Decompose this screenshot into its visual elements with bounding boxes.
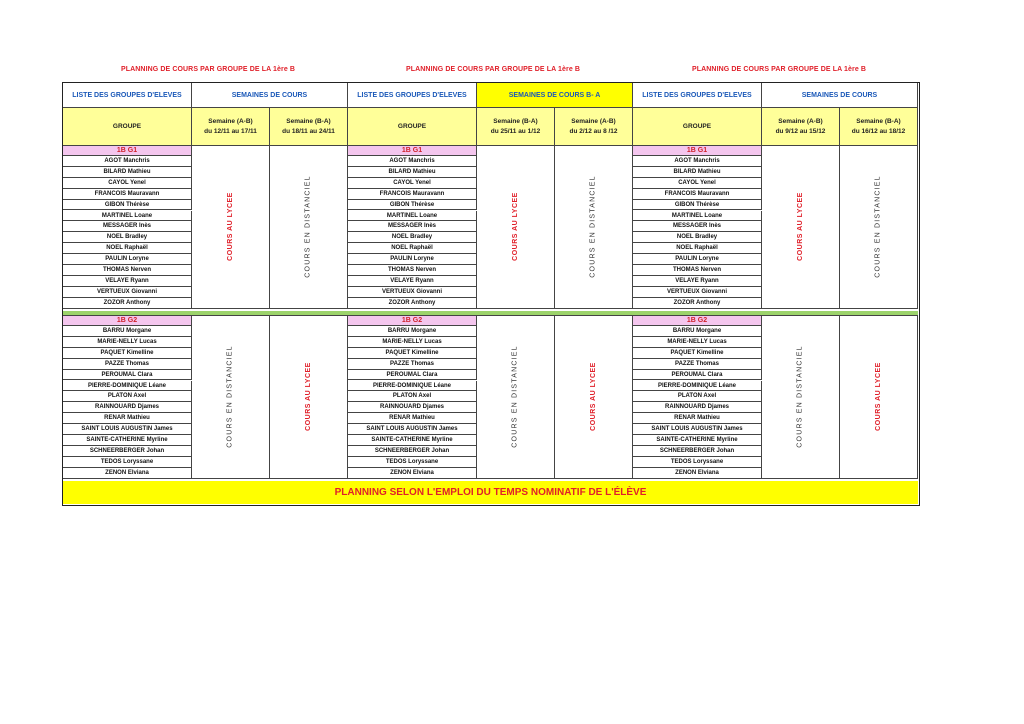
student-name: RENAR Mathieu xyxy=(633,413,762,424)
week2-status-g2 xyxy=(840,316,918,479)
student-name: PIERRE-DOMINIQUE Léane xyxy=(633,381,762,392)
week-header-1 xyxy=(192,108,270,146)
student-name: MARIE-NELLY Lucas xyxy=(63,337,192,348)
student-name: AGOT Manchris xyxy=(348,156,477,167)
student-name: MARTINEL Loane xyxy=(63,211,192,222)
student-name: RENAR Mathieu xyxy=(63,413,192,424)
student-name: MARTINEL Loane xyxy=(633,211,762,222)
group-label: 1B G2 xyxy=(633,316,762,326)
footer-banner: PLANNING SELON L'EMPLOI DU TEMPS NOMINATIF DE L'ÉLÈVE xyxy=(63,481,918,504)
page-title-2: PLANNING DE COURS PAR GROUPE DE LA 1ère B xyxy=(405,66,581,73)
student-name: PIERRE-DOMINIQUE Léane xyxy=(63,381,192,392)
student-name: VELAYE Ryann xyxy=(633,276,762,287)
status-text: COURS AU LYCEE xyxy=(590,362,597,432)
group-label: 1B G1 xyxy=(633,146,762,156)
week-header-2 xyxy=(270,108,348,146)
student-name: NOEL Raphaël xyxy=(63,243,192,254)
student-name: MARIE-NELLY Lucas xyxy=(633,337,762,348)
week-label: Semaine (B-A) xyxy=(286,117,331,125)
student-name: BILARD Mathieu xyxy=(348,167,477,178)
weeks-header: SEMAINES DE COURS xyxy=(762,83,918,108)
student-name: BILARD Mathieu xyxy=(633,167,762,178)
week-label: Semaine (A-B) xyxy=(208,117,253,125)
student-name: NOEL Raphaël xyxy=(633,243,762,254)
status-text: COURS AU LYCEE xyxy=(512,192,519,262)
student-name: NOEL Raphaël xyxy=(348,243,477,254)
group-column-header: GROUPE xyxy=(63,108,192,146)
student-name: ZOZOR Anthony xyxy=(348,298,477,309)
week-label: Semaine (A-B) xyxy=(571,117,616,125)
week-dates: du 18/11 au 24/11 xyxy=(282,127,335,135)
week-label: Semaine (B-A) xyxy=(856,117,901,125)
week1-status-g1 xyxy=(762,146,840,309)
student-name: NOEL Bradley xyxy=(633,232,762,243)
student-name: PIERRE-DOMINIQUE Léane xyxy=(348,381,477,392)
schedule-block-2 xyxy=(348,83,633,481)
list-header: LISTE DES GROUPES D'ELEVES xyxy=(63,83,192,108)
student-name: SAINTE-CATHERINE Myrline xyxy=(348,435,477,446)
student-name: PAZZE Thomas xyxy=(633,359,762,370)
week-dates: du 2/12 au 8 /12 xyxy=(569,127,618,135)
student-name: PEROUMAL Clara xyxy=(633,370,762,381)
week-header-2 xyxy=(555,108,633,146)
week2-status-g2 xyxy=(270,316,348,479)
student-name: ZENON Elviana xyxy=(63,468,192,479)
student-name: SAINTE-CATHERINE Myrline xyxy=(63,435,192,446)
student-name: BILARD Mathieu xyxy=(63,167,192,178)
student-name: TEDOS Loryssane xyxy=(348,457,477,468)
student-name: ZOZOR Anthony xyxy=(63,298,192,309)
page-title-1: PLANNING DE COURS PAR GROUPE DE LA 1ère B xyxy=(120,66,296,73)
planning-table xyxy=(62,82,920,506)
group-label: 1B G2 xyxy=(63,316,192,326)
week1-status-g1 xyxy=(477,146,555,309)
student-name: PLATON Axel xyxy=(63,391,192,402)
student-name: SAINT LOUIS AUGUSTIN James xyxy=(633,424,762,435)
student-name: MESSAGER Inès xyxy=(633,221,762,232)
student-name: BARRU Morgane xyxy=(348,326,477,337)
student-name: BARRU Morgane xyxy=(633,326,762,337)
student-name: MARTINEL Loane xyxy=(348,211,477,222)
week-dates: du 12/11 au 17/11 xyxy=(204,127,257,135)
student-name: PEROUMAL Clara xyxy=(63,370,192,381)
student-name: AGOT Manchris xyxy=(63,156,192,167)
student-name: SAINT LOUIS AUGUSTIN James xyxy=(63,424,192,435)
student-name: PAQUET Kimelline xyxy=(63,348,192,359)
week-header-1 xyxy=(477,108,555,146)
student-name: MESSAGER Inès xyxy=(348,221,477,232)
student-name: SCHNEERBERGER Johan xyxy=(63,446,192,457)
student-name: PAULIN Loryne xyxy=(63,254,192,265)
weeks-header: SEMAINES DE COURS B- A xyxy=(477,83,633,108)
week2-status-g1 xyxy=(840,146,918,309)
group-column-header: GROUPE xyxy=(348,108,477,146)
list-header: LISTE DES GROUPES D'ELEVES xyxy=(633,83,762,108)
student-name: SCHNEERBERGER Johan xyxy=(633,446,762,457)
student-name: FRANCOIS Mauravann xyxy=(633,189,762,200)
week-header-1 xyxy=(762,108,840,146)
group-label: 1B G1 xyxy=(348,146,477,156)
week-dates: du 9/12 au 15/12 xyxy=(775,127,826,135)
student-name: CAYOL Yenel xyxy=(633,178,762,189)
student-name: AGOT Manchris xyxy=(633,156,762,167)
student-name: SCHNEERBERGER Johan xyxy=(348,446,477,457)
student-name: THOMAS Nerven xyxy=(348,265,477,276)
student-name: PLATON Axel xyxy=(348,391,477,402)
student-name: BARRU Morgane xyxy=(63,326,192,337)
student-name: VERTUEUX Giovanni xyxy=(63,287,192,298)
student-name: CAYOL Yenel xyxy=(63,178,192,189)
student-name: PAQUET Kimelline xyxy=(633,348,762,359)
weeks-header: SEMAINES DE COURS xyxy=(192,83,348,108)
student-name: GIBON Thérèse xyxy=(63,200,192,211)
status-text: COURS AU LYCEE xyxy=(875,362,882,432)
student-name: ZOZOR Anthony xyxy=(633,298,762,309)
student-name: PEROUMAL Clara xyxy=(348,370,477,381)
student-name: THOMAS Nerven xyxy=(633,265,762,276)
group-column-header: GROUPE xyxy=(633,108,762,146)
student-name: PAZZE Thomas xyxy=(63,359,192,370)
student-name: ZENON Elviana xyxy=(633,468,762,479)
student-name: NOEL Bradley xyxy=(348,232,477,243)
student-name: MESSAGER Inès xyxy=(63,221,192,232)
status-text: COURS EN DISTANCIEL xyxy=(875,175,882,278)
week-dates: du 25/11 au 1/12 xyxy=(490,127,541,135)
student-name: PAULIN Loryne xyxy=(633,254,762,265)
student-name: MARIE-NELLY Lucas xyxy=(348,337,477,348)
student-name: NOEL Bradley xyxy=(63,232,192,243)
student-name: FRANCOIS Mauravann xyxy=(63,189,192,200)
status-text: COURS EN DISTANCIEL xyxy=(305,175,312,278)
week1-status-g2 xyxy=(762,316,840,479)
student-name: PAZZE Thomas xyxy=(348,359,477,370)
student-name: VELAYE Ryann xyxy=(348,276,477,287)
status-text: COURS EN DISTANCIEL xyxy=(227,345,234,448)
student-name: SAINT LOUIS AUGUSTIN James xyxy=(348,424,477,435)
week1-status-g2 xyxy=(477,316,555,479)
student-name: TEDOS Loryssane xyxy=(633,457,762,468)
student-name: TEDOS Loryssane xyxy=(63,457,192,468)
student-name: VERTUEUX Giovanni xyxy=(633,287,762,298)
student-name: ZENON Elviana xyxy=(348,468,477,479)
student-name: GIBON Thérèse xyxy=(633,200,762,211)
student-name: SAINTE-CATHERINE Myrline xyxy=(633,435,762,446)
student-name: RAINNOUARD Djames xyxy=(348,402,477,413)
student-name: PAQUET Kimelline xyxy=(348,348,477,359)
status-text: COURS EN DISTANCIEL xyxy=(797,345,804,448)
group-label: 1B G1 xyxy=(63,146,192,156)
page-title-3: PLANNING DE COURS PAR GROUPE DE LA 1ère B xyxy=(691,66,867,73)
status-text: COURS AU LYCEE xyxy=(797,192,804,262)
student-name: GIBON Thérèse xyxy=(348,200,477,211)
week1-status-g1 xyxy=(192,146,270,309)
student-name: RAINNOUARD Djames xyxy=(63,402,192,413)
status-text: COURS EN DISTANCIEL xyxy=(590,175,597,278)
week2-status-g1 xyxy=(555,146,633,309)
schedule-block-1 xyxy=(63,83,348,481)
group-separator xyxy=(63,311,918,316)
week-label: Semaine (B-A) xyxy=(493,117,538,125)
week2-status-g2 xyxy=(555,316,633,479)
group-label: 1B G2 xyxy=(348,316,477,326)
list-header: LISTE DES GROUPES D'ELEVES xyxy=(348,83,477,108)
student-name: RAINNOUARD Djames xyxy=(633,402,762,413)
student-name: PLATON Axel xyxy=(633,391,762,402)
week1-status-g2 xyxy=(192,316,270,479)
student-name: VERTUEUX Giovanni xyxy=(348,287,477,298)
student-name: RENAR Mathieu xyxy=(348,413,477,424)
student-name: VELAYE Ryann xyxy=(63,276,192,287)
schedule-block-3 xyxy=(633,83,918,481)
student-name: FRANCOIS Mauravann xyxy=(348,189,477,200)
status-text: COURS AU LYCEE xyxy=(305,362,312,432)
student-name: CAYOL Yenel xyxy=(348,178,477,189)
student-name: THOMAS Nerven xyxy=(63,265,192,276)
status-text: COURS EN DISTANCIEL xyxy=(512,345,519,448)
status-text: COURS AU LYCEE xyxy=(227,192,234,262)
week-header-2 xyxy=(840,108,918,146)
week-label: Semaine (A-B) xyxy=(778,117,823,125)
student-name: PAULIN Loryne xyxy=(348,254,477,265)
week-dates: du 16/12 au 18/12 xyxy=(851,127,906,135)
week2-status-g1 xyxy=(270,146,348,309)
